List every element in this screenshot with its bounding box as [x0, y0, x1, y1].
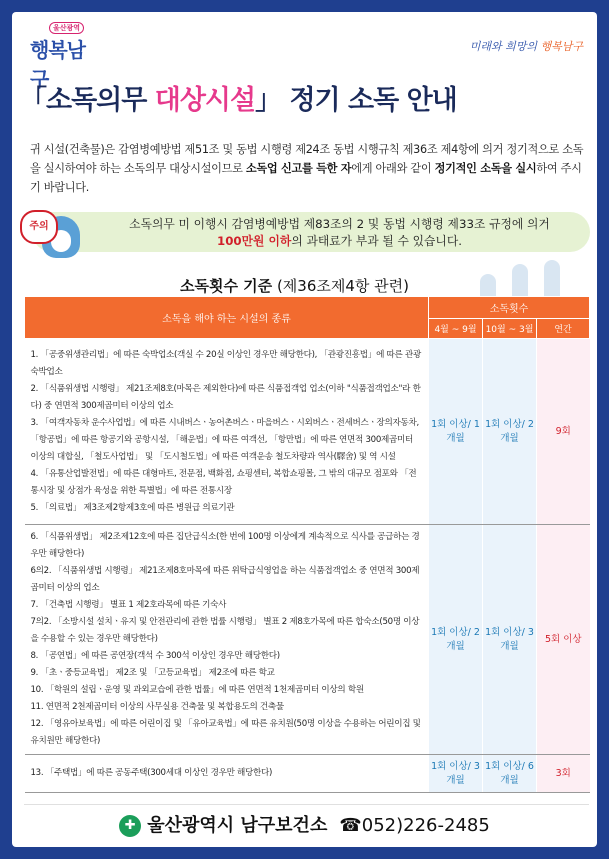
column-header-facility: 소독을 해야 하는 시설의 종류: [25, 297, 429, 339]
intro-bold-1: 소독업 신고를 득한 자: [245, 162, 352, 175]
health-center-logo-icon: ✚: [119, 815, 141, 837]
count-annual: 3회: [537, 755, 590, 793]
list-item: 6의2. 「식품위생법 시행령」 제21조제8호마목에 따른 위탁급식영업을 하는 식품접객업소 중 연면적 300제곱미터 이상의 업소: [30, 566, 420, 593]
list-item: 13. 「주택법」에 따른 공동주택(300세대 이상인 경우만 해당한다): [30, 768, 273, 778]
list-item: 4. 「유통산업발전법」에 따른 대형마트, 전문점, 백화점, 쇼핑센터, 복합쇼핑몰, 그 밖의 대규모 점포와 「전통시장 및 상점가 육성을 위한 특별법」에 따른 전통시장: [30, 468, 417, 496]
count-oct-mar: 1회 이상/ 2개월: [483, 339, 537, 525]
count-oct-mar: 1회 이상/ 3개월: [483, 525, 537, 755]
list-item: 3. 「여객자동차 운수사업법」에 따른 시내버스ㆍ농어촌버스ㆍ마을버스ㆍ시외버스ㆍ전세버스ㆍ장의자동차, 「항공법」에 따른 항공기와 공항시설, 「해운법」에 따른 여객선, 「항만법」에 따른 연면적 300제곱미터 이상의 대합실, 「철도사업법」 및 「도시철도법」에 따른 여객운송 철도차량과 역사(驛舍) 및 역 시설: [30, 417, 419, 462]
caution-line-1: 소독의무 미 이행시 감염병예방법 제83조의 2 및 동법 시행령 제33조 규정에 의거: [129, 217, 550, 231]
column-header-apr-sep: 4월 ~ 9월: [429, 319, 483, 339]
list-item: 6. 「식품위생법」 제2조제12호에 따른 집단급식소(한 번에 100명 이상에게 계속적으로 식사를 공급하는 경우만 해당한다): [30, 532, 420, 559]
logo-text: 행복남구: [30, 38, 85, 91]
list-item: 2. 「식품위생법 시행령」 제21조제8호(마목은 제외한다)에 따른 식품접객업 업소(이하 "식품접객업소"라 한다) 중 연면적 300제곱미터 이상의 업소: [30, 383, 421, 411]
footer-divider: [24, 804, 589, 805]
column-header-count: 소독횟수: [429, 297, 590, 319]
page-title: [20, 78, 590, 117]
disinfection-table: [24, 296, 589, 793]
facility-list: [25, 525, 429, 755]
facility-list: [25, 339, 429, 525]
intro-bold-2: 정기적인 소독을 실시: [434, 162, 537, 175]
caution-mark: 주의: [20, 210, 58, 244]
column-header-oct-mar: 10월 ~ 3월: [483, 319, 537, 339]
list-item: 9. 「초ㆍ중등교육법」 제2조 및 「고등교육법」 제2조에 따른 학교: [30, 668, 275, 678]
fine-amount: 100만원 이하: [217, 234, 292, 248]
list-item: 7. 「건축법 시행령」 별표 1 제2호라목에 따른 기숙사: [30, 600, 227, 610]
intro-text-2: 에게 아래와 같이: [351, 162, 435, 175]
notice-sheet: [12, 12, 597, 847]
section-heading-note: (제36조제4항 관련): [272, 277, 409, 295]
caution-banner: [20, 206, 590, 258]
section-heading: [180, 275, 409, 296]
list-item: 1. 「공중위생관리법」에 따른 숙박업소(객실 수 20실 이상인 경우만 해당한다), 「관광진흥법」에 따른 관광숙박업소: [30, 349, 421, 377]
title-part-2: 대상시설: [154, 85, 256, 116]
district-logo: [30, 22, 100, 91]
intro-text-3: 하여 주시기 바랍니다.: [30, 162, 582, 194]
caution-line-2: [92, 232, 587, 249]
list-item: 8. 「공연법」에 따른 공연장(객석 수 300석 이상인 경우만 해당한다): [30, 651, 280, 661]
list-item: 10. 「학원의 설립ㆍ운영 및 과외교습에 관한 법률」에 따른 연면적 1천제곱미터 이상의 학원: [30, 685, 364, 695]
column-header-annual: 연간: [537, 319, 590, 339]
slogan: [470, 38, 583, 54]
count-oct-mar: 1회 이상/ 6개월: [483, 755, 537, 793]
list-item: 12. 「영유아보육법」에 따른 어린이집 및 「유아교육법」에 따른 유치원(50명 이상을 수용하는 어린이집 및 유치원만 해당한다): [30, 719, 421, 746]
facility-list: [25, 755, 429, 793]
phone-number: ☎052)226-2485: [339, 815, 490, 836]
intro-paragraph: [30, 140, 585, 197]
slogan-text: 미래와 희망의: [469, 40, 541, 53]
section-heading-bold: 소독횟수 기준: [180, 277, 273, 295]
title-part-1: 「소독의무: [20, 85, 155, 116]
table-row: [25, 339, 590, 525]
list-item: 7의2. 「소방시설 설치ㆍ유지 및 안전관리에 관한 법률 시행령」 별표 2 제8호가목에 따른 합숙소(50명 이상을 수용할 수 있는 경우만 해당한다): [30, 617, 420, 644]
intro-text-1: 귀 시설(건축물)은 감염병예방법 제51조 및 동법 시행령 제24조 동법 시행규칙 제36조 제4항에 의거 정기적으로 소독을 실시하여야 하는 소독의무 대상시설이므로: [30, 143, 584, 175]
title-part-3: 」 정기 소독 안내: [255, 85, 457, 116]
table-row: [25, 755, 590, 793]
organization-name: 울산광역시 남구보건소: [147, 815, 328, 836]
caution-line-2-rest: 의 과태료가 부과 될 수 있습니다.: [291, 234, 462, 248]
list-item: 5. 「의료법」 제3조제2항제3호에 따른 병원급 의료기관: [30, 502, 235, 513]
list-item: 11. 연면적 2천제곱미터 이상의 사무실용 건축물 및 복합용도의 건축물: [30, 702, 284, 712]
slogan-highlight: 행복남구: [540, 40, 583, 53]
count-apr-sep: 1회 이상/ 3개월: [429, 755, 483, 793]
footer: [12, 808, 597, 844]
table-row: [25, 525, 590, 755]
count-apr-sep: 1회 이상/ 1개월: [429, 339, 483, 525]
logo-badge: 울산광역: [49, 22, 84, 34]
count-annual: 5회 이상: [537, 525, 590, 755]
count-annual: 9회: [537, 339, 590, 525]
count-apr-sep: 1회 이상/ 2개월: [429, 525, 483, 755]
